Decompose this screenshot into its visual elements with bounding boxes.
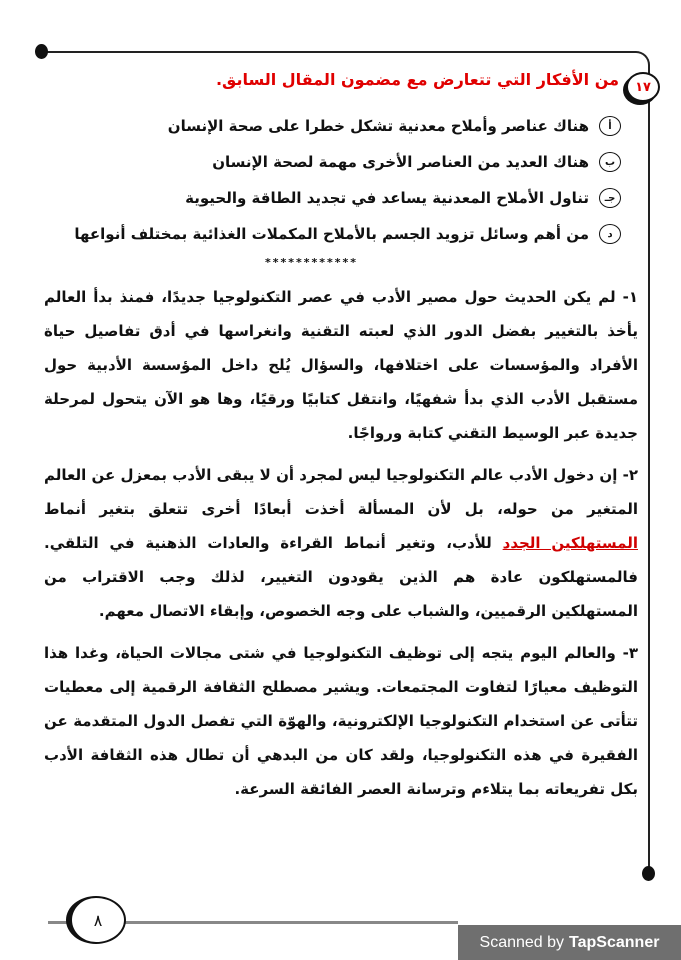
option-text: هناك العديد من العناصر الأخرى مهمة لصحة الإنسان <box>212 153 589 171</box>
option-letter-circle: ب <box>599 152 621 172</box>
paragraph-2-start: ٢- إن دخول الأدب عالم التكنولوجيا ليس لمجرد أن لا يبقى الأدب بمعزل عن العالم المتغير من حوله، بل لأن المسألة أخذت أبعادًا أخرى تتعلق بتغير أنماط <box>44 466 638 518</box>
paragraph-2-end: للأدب، وتغير أنماط القراءة والعادات الذهنية في التلقي. فالمستهلكون عادة هم الذين يقودون التغيير، لذلك وجب الاقتراب من المستهلكين الرقميين، والشباب على وجه الخصوص، وإبقاء الاتصال معهم. <box>44 534 638 620</box>
option-text: تناول الأملاح المعدنية يساعد في تجديد الطاقة والحيوية <box>185 189 589 207</box>
option-c[interactable] <box>41 180 621 216</box>
paragraph-2 <box>44 458 638 628</box>
option-text: هناك عناصر وأملاح معدنية تشكل خطرا على صحة الإنسان <box>167 117 589 135</box>
question-number-badge: ١٧ <box>626 72 660 102</box>
option-letter-circle: جـ <box>599 188 621 208</box>
frame-dot-top <box>35 44 48 59</box>
option-text: من أهم وسائل تزويد الجسم بالأملاح المكملات الغذائية بمختلف أنواعها <box>74 225 589 243</box>
option-b[interactable] <box>41 144 621 180</box>
frame-dot-bottom <box>642 866 655 881</box>
article-body <box>44 280 638 814</box>
option-a[interactable] <box>41 108 621 144</box>
separator-stars: ************ <box>265 256 359 269</box>
option-letter-circle: أ <box>599 116 621 136</box>
page-frame-top-line <box>42 51 630 53</box>
option-d[interactable] <box>41 216 621 252</box>
page-frame-right-line <box>648 95 650 867</box>
page-number-badge: ٨ <box>66 896 126 944</box>
highlighted-term-link[interactable]: المستهلكين الجدد <box>502 534 638 552</box>
option-letter-circle: د <box>599 224 621 244</box>
paragraph-1: ١- لم يكن الحديث حول مصير الأدب في عصر التكنولوجيا جديدًا، فمنذ بدأ العالم يأخذ بالتغيير بفضل الدور الذي لعبته التقنية وانغراسها في أدق تفاصيل حياة الأفراد والمؤسسات على اختلافها، والسؤال يُلح داخل المؤسسة الأدبية حول مستقبل الأدب الذي بدأ شفهيًا، وانتقل كتابيًا ورقيًا، وها هو الآن يتحول لمرحلة جديدة عبر الوسيط التقني كتابة ورواجًا. <box>44 288 638 442</box>
scanner-watermark-banner <box>458 925 681 960</box>
paragraph-3: ٣- والعالم اليوم يتجه إلى توظيف التكنولوجيا في شتى مجالات الحياة، وغدا هذا التوظيف معيارًا لتفاوت المجتمعات. ويشير مصطلح الثقافة الرقمية إلى معطيات تتأتى عن استخدام التكنولوجيا الإلكترونية، والهوّة التي تفصل الدول المتقدمة عن الفقيرة في هذه التكنولوجيا، ولقد كان من البدهي أن تطال هذه الثقافة الأدب بكل تفريعاته بما يتلاءم وترسانة العصر الفائقة السرعة. <box>44 644 638 798</box>
scan-prefix: Scanned by <box>479 933 565 951</box>
answer-options <box>41 108 621 252</box>
question-title: من الأفكار التي تتعارض مع مضمون المقال السابق. <box>215 70 619 89</box>
scan-brand: TapScanner <box>569 933 660 951</box>
